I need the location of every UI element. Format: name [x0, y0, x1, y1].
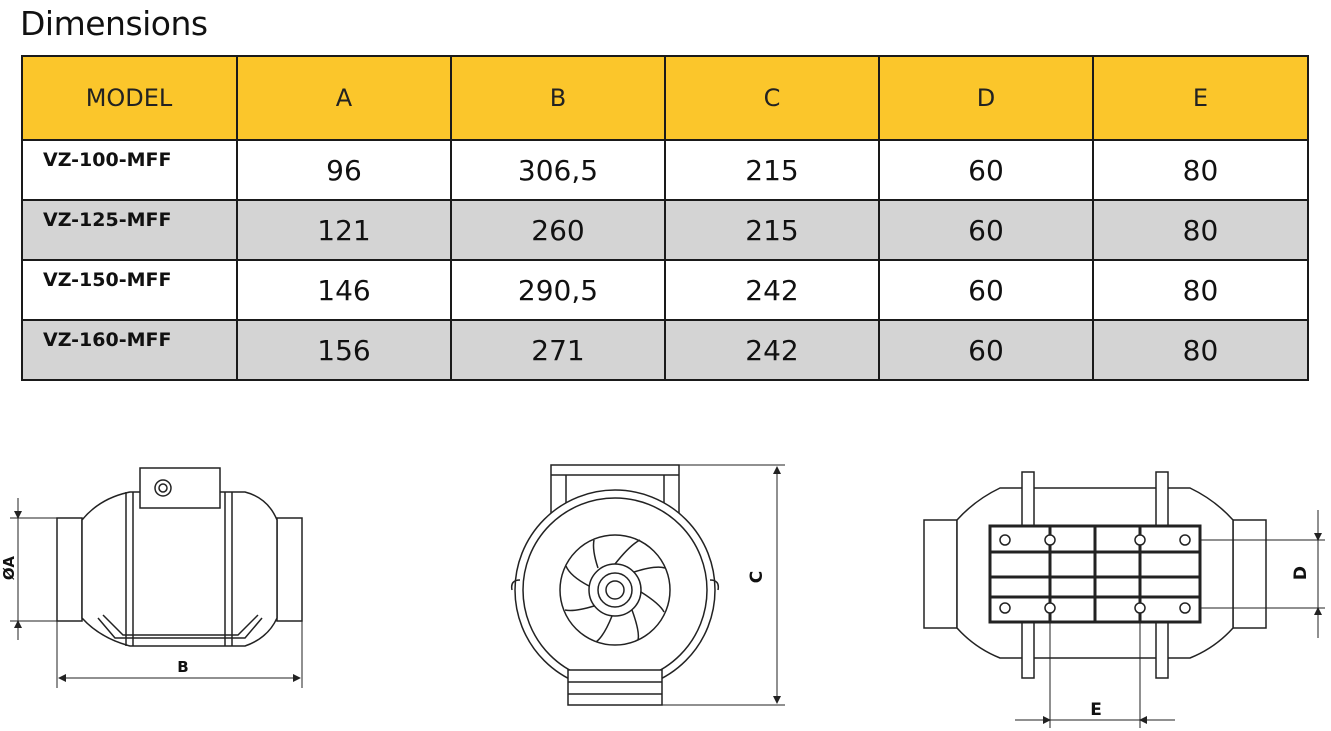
dimensions-table	[21, 55, 1309, 381]
label-b: B	[177, 658, 189, 676]
cell-b: 271	[451, 320, 665, 380]
cell-d: 60	[879, 260, 1093, 320]
cell-b: 260	[451, 200, 665, 260]
cell-d: 60	[879, 200, 1093, 260]
side-view-drawing	[57, 468, 302, 646]
cell-e: 80	[1093, 140, 1308, 200]
cell-a: 146	[237, 260, 451, 320]
header-d: D	[879, 56, 1093, 140]
table-row	[22, 200, 1308, 260]
cell-e: 80	[1093, 260, 1308, 320]
cell-d: 60	[879, 320, 1093, 380]
label-dia-a: ØA	[0, 555, 18, 581]
cell-d: 60	[879, 140, 1093, 200]
header-b: B	[451, 56, 665, 140]
table-row	[22, 260, 1308, 320]
cell-c: 242	[665, 260, 879, 320]
cell-model: VZ-160-MFF	[22, 320, 237, 380]
cell-b: 290,5	[451, 260, 665, 320]
cell-b: 306,5	[451, 140, 665, 200]
header-model: MODEL	[22, 56, 237, 140]
header-a: A	[237, 56, 451, 140]
cell-e: 80	[1093, 320, 1308, 380]
header-e: E	[1093, 56, 1308, 140]
page-title: Dimensions	[20, 4, 208, 43]
cell-a: 121	[237, 200, 451, 260]
cell-c: 242	[665, 320, 879, 380]
cell-model: VZ-125-MFF	[22, 200, 237, 260]
cell-a: 156	[237, 320, 451, 380]
cell-e: 80	[1093, 200, 1308, 260]
cell-model: VZ-100-MFF	[22, 140, 237, 200]
label-e: E	[1090, 700, 1102, 720]
table-row	[22, 320, 1308, 380]
cell-c: 215	[665, 140, 879, 200]
label-c: C	[747, 570, 767, 584]
table-header-row	[22, 56, 1308, 140]
technical-drawings	[0, 440, 1331, 731]
header-c: C	[665, 56, 879, 140]
front-view-drawing	[512, 465, 719, 705]
top-view-drawing	[924, 472, 1266, 678]
cell-a: 96	[237, 140, 451, 200]
cell-model: VZ-150-MFF	[22, 260, 237, 320]
label-d: D	[1291, 565, 1311, 581]
table-row	[22, 140, 1308, 200]
cell-c: 215	[665, 200, 879, 260]
